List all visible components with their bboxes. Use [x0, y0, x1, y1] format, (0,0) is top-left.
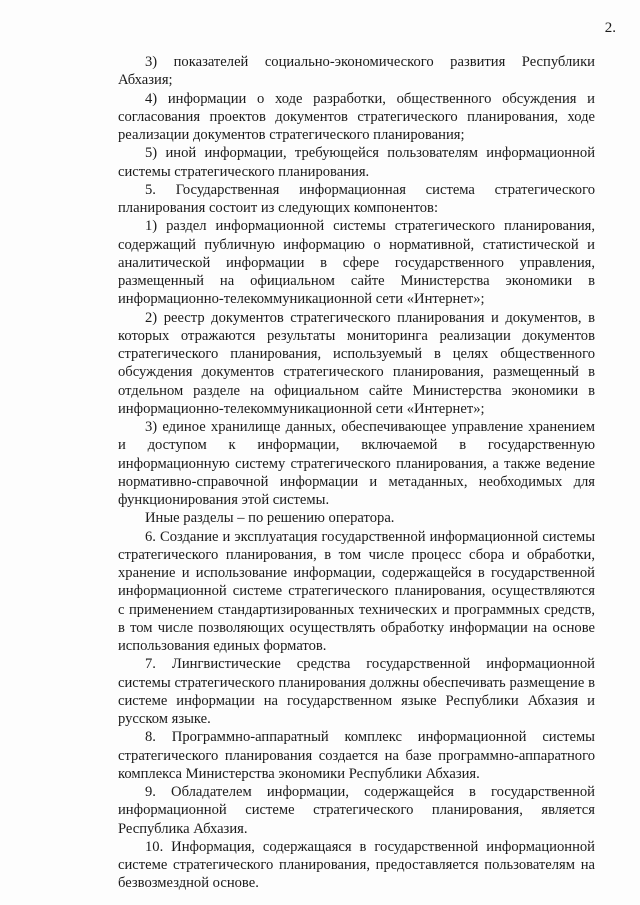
document-body: [118, 53, 595, 893]
paragraph-component-1: 1) раздел информационной системы стратегического планирования, содержащий публичную информацию о нормативной, статистической и аналитической информации в сфере государственного управления, размещенный на официальном сайте Министерства экономики в информационно-телекоммуникационной сети «Интернет»;: [118, 218, 595, 308]
paragraph-item-4: 4) информации о ходе разработки, общественного обсуждения и согласования проектов документов стратегического планирования, ходе реализации документов стратегического планирования;: [118, 90, 595, 143]
paragraph-other-sections: Иные разделы – по решению оператора.: [145, 510, 395, 527]
paragraph-item-3: 3) показателей социально-экономического развития Республики Абхазия;: [118, 54, 595, 89]
paragraph-component-3: 3) единое хранилище данных, обеспечивающее управление хранением и доступом к информации, включаемой в государственную информационную систему стратегического планирования, а также ведение нормативно-справочной информации и метаданных, необходимых для функционирования этой системы.: [118, 419, 595, 508]
page-number: 2.: [604, 20, 616, 36]
paragraph-section-9: 9. Обладателем информации, содержащейся в государственной информационной системе стратегического планирования, является Республика Абхазия.: [118, 784, 595, 837]
paragraph-section-6: 6. Создание и эксплуатация государственной информационной системы стратегического планирования, в том числе процесс сбора и обработки, хранение и использование информации, содержащейся в государственной информационной системе стратегического планирования, осуществляются с применением стандартизированных технических и программных средств, в том числе позволяющих осуществлять обработку информации на основе использования единых форматов.: [118, 528, 595, 654]
paragraph-section-5: 5. Государственная информационная система стратегического планирования состоит из следующих компонентов:: [118, 181, 595, 216]
paragraph-section-10: 10. Информация, содержащаяся в государственной информационной системе стратегического планирования, предоставляется пользователям на безвозмездной основе.: [118, 838, 595, 892]
paragraph-component-2: 2) реестр документов стратегического планирования и документов, в которых отражаются результаты мониторинга реализации документов стратегического планирования, используемый в целях общественного обсуждения документов стратегического планирования, размещенный в отдельном разделе на официальном сайте Министерства экономики в информационно-телекоммуникационной сети «Интернет»;: [118, 309, 595, 417]
paragraph-section-8: 8. Программно-аппаратный комплекс информационной системы стратегического планирования создается на базе программно-аппаратного комплекса Министерства экономики Республики Абхазия.: [118, 729, 595, 782]
paragraph-item-5: 5) иной информации, требующейся пользователям информационной системы стратегического планирования.: [118, 145, 595, 180]
paragraph-section-7: 7. Лингвистические средства государственной информационной системы стратегического планирования должны обеспечивать размещение в системе информации на государственном языке Республики Абхазия и русском языке.: [118, 656, 595, 727]
